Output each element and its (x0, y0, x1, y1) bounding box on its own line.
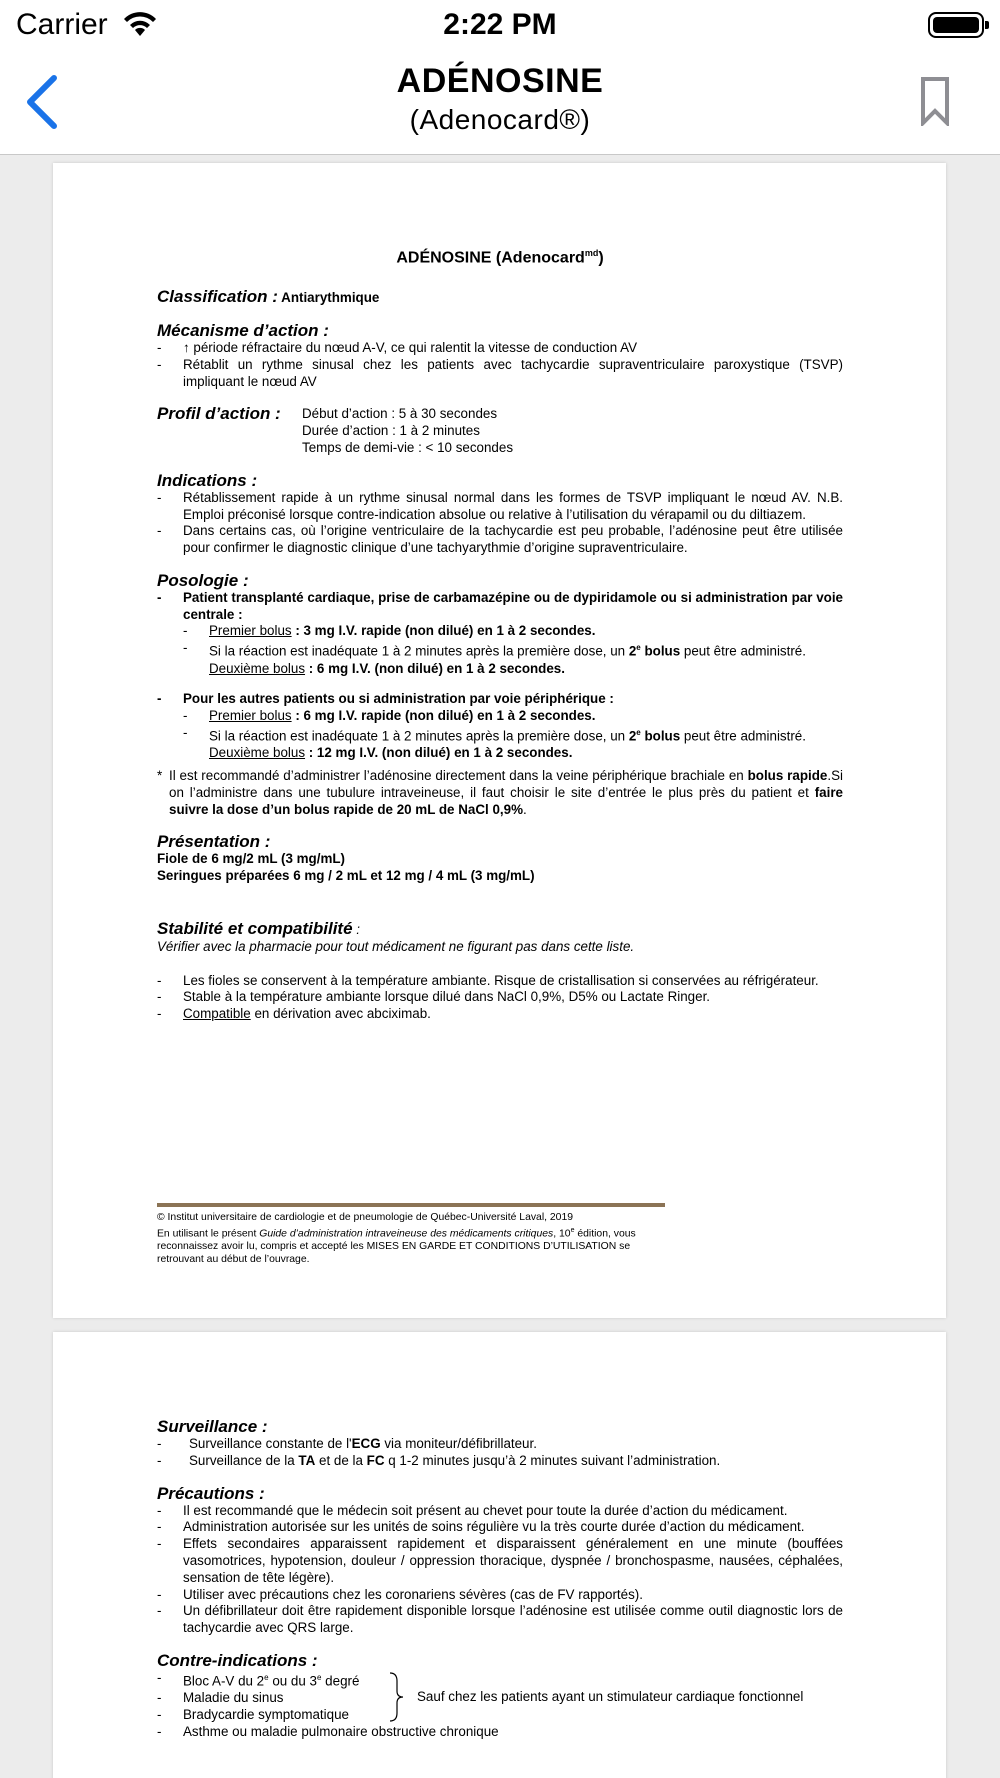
page-2-content (157, 1417, 843, 1741)
list-item: - ↑ période réfractaire du nœud A-V, ce qui ralentit la vitesse de conduction AV (157, 340, 843, 357)
navigation-bar (0, 50, 1000, 155)
surveillance-heading: Surveillance : (157, 1417, 268, 1436)
posologie-note: * Il est recommandé d’administrer l’adénosine directement dans la veine périphérique brachiale en bolus rapide.Si on l’administre dans une tubulure intraveineuse, il faut choisir le site d’entrée le plus près du patient et faire suivre la dose d’un bolus rapide de 20 mL de NaCl 0,9%. (157, 768, 843, 818)
list-item: - Il est recommandé que le médecin soit présent au chevet pour toute la durée d’action du médicament. (157, 1503, 843, 1520)
presentation-item: Seringues préparées 6 mg / 2 mL et 12 mg / 4 mL (3 mg/mL) (157, 868, 535, 884)
list-item: - Rétablissement rapide à un rythme sinusal normal dans les formes de TSVP impliquant le nœud AV. N.B. Emploi préconisé lorsque contre-indication absolue ou relative à l’utilisation du vérapamil ou du diltiazem. (157, 490, 843, 524)
list-item: - Un défibrillateur doit être rapidement disponible lorsque l’adénosine est utilisée comme outil diagnostic lors de tachycardie avec QRS large. (157, 1603, 843, 1637)
stabilite-heading: Stabilité et compatibilité : (157, 918, 360, 938)
list-item: - Rétablit un rythme sinusal chez les patients avec tachycardie supraventriculaire paroxystique (TSVP) impliquant le nœud AV (157, 357, 843, 391)
contre-indications-group (157, 1670, 843, 1724)
list-item: - Effets secondaires apparaissent rapidement et disparaissent généralement en une minute (bouffées vasomotrices, hypotension, douleur / oppression thoracique, dyspnée / bronchospasme, nausées, céphalées, sensation de tête légère). (157, 1536, 843, 1586)
mecanisme-heading: Mécanisme d’action : (157, 320, 329, 340)
list-item: - Asthme ou maladie pulmonaire obstructive chronique (157, 1724, 843, 1741)
document-page-1[interactable] (53, 163, 946, 1318)
list-item: - Compatible en dérivation avec abciximab. (157, 1006, 843, 1023)
posologie-group-2-title: - Pour les autres patients ou si administration par voie périphérique : (157, 691, 843, 708)
list-item: - Utiliser avec précautions chez les coronariens sévères (cas de FV rapportés). (157, 1587, 843, 1604)
brace-icon (387, 1671, 407, 1723)
clock: 2:22 PM (443, 8, 557, 41)
list-item: - Premier bolus : 6 mg I.V. rapide (non dilué) en 1 à 2 secondes. (157, 708, 843, 725)
presentation-item: Fiole de 6 mg/2 mL (3 mg/mL) (157, 851, 345, 867)
posologie-group-1-title: - Patient transplanté cardiaque, prise de carbamazépine ou de dypiridamole ou si administration par voie centrale : (157, 590, 843, 624)
indications-heading: Indications : (157, 470, 258, 490)
page-1-footer (157, 1203, 843, 1266)
list-item: - Maladie du sinus (157, 1690, 387, 1707)
list-item: - Bloc A-V du 2e ou du 3e degré (157, 1670, 387, 1690)
list-item: Deuxième bolus : 6 mg I.V. (non dilué) en 1 à 2 secondes. (209, 660, 565, 676)
list-item: - Dans certains cas, où l’origine ventriculaire de la tachycardie est peu probable, l’adénosine peut être utilisée pour confirmer le diagnostic clinique d’une tachyarythmie d’origine supraventriculaire. (157, 523, 843, 557)
profil-item: Durée d’action : 1 à 2 minutes (302, 423, 480, 439)
bookmark-icon[interactable] (920, 76, 950, 126)
brace-note: Sauf chez les patients ayant un stimulateur cardiaque fonctionnel (417, 1688, 804, 1704)
list-item: - Si la réaction est inadéquate 1 à 2 minutes après la première dose, un 2e bolus peut être administré. (157, 640, 843, 660)
presentation-heading: Présentation : (157, 832, 271, 852)
status-bar (0, 0, 1000, 50)
document-page-2[interactable] (53, 1332, 946, 1778)
profil-item: Temps de demi-vie : < 10 secondes (302, 439, 514, 455)
footer-rule (157, 1203, 665, 1207)
list-item: - Surveillance constante de l'ECG via moniteur/défibrillateur. (157, 1436, 843, 1453)
precautions-heading: Précautions : (157, 1483, 265, 1503)
document-title: ADÉNOSINE (Adenocard$^{md}$) (396, 248, 604, 267)
profil-section (157, 404, 843, 456)
nav-subtitle: (Adenocard®) (409, 104, 591, 135)
list-item: - Les fioles se conservent à la température ambiante. Risque de cristallisation si conservées au réfrigérateur. (157, 973, 843, 990)
list-item: Deuxième bolus : 12 mg I.V. (non dilué) en 1 à 2 secondes. (209, 745, 573, 761)
profil-item: Début d’action : 5 à 30 secondes (302, 406, 498, 422)
posologie-heading: Posologie : (157, 570, 249, 590)
list-item: - Premier bolus : 3 mg I.V. rapide (non dilué) en 1 à 2 secondes. (157, 623, 843, 640)
list-item: - Bradycardie symptomatique (157, 1707, 387, 1724)
stabilite-note: Vérifier avec la pharmacie pour tout médicament ne figurant pas dans cette liste. (157, 938, 635, 954)
carrier-label: Carrier (16, 8, 108, 41)
nav-title: ADÉNOSINE (396, 62, 604, 100)
page-1-content (157, 245, 843, 1023)
profil-heading: Profil d’action : (157, 404, 281, 424)
list-item: - Stable à la température ambiante lorsque dilué dans NaCl 0,9%, D5% ou Lactate Ringer. (157, 989, 843, 1006)
contre-indications-heading: Contre-indications : (157, 1650, 318, 1670)
classification: Classification : Antiarythmique (157, 287, 380, 307)
battery-icon (928, 12, 984, 38)
list-item: - Surveillance de la TA et de la FC q 1-2 minutes jusqu’à 2 minutes suivant l’administration. (157, 1453, 843, 1470)
copyright-footer: © Institut universitaire de cardiologie et de pneumologie de Québec-Université Laval, 2019 En utilisant le présent Guide d’administration intraveineuse des médicaments critiques, 10e édition, vous reconnaissez avoir lu, compris et accepté les MISES EN GARDE ET CONDITIONS D’UTILISATION se retrouvant au début de l’ouvrage. (157, 1212, 636, 1266)
list-item: - Administration autorisée sur les unités de soins régulière vu la très courte durée d’action du médicament. (157, 1519, 843, 1536)
list-item: - Si la réaction est inadéquate 1 à 2 minutes après la première dose, un 2e bolus peut être administré. (157, 725, 843, 745)
